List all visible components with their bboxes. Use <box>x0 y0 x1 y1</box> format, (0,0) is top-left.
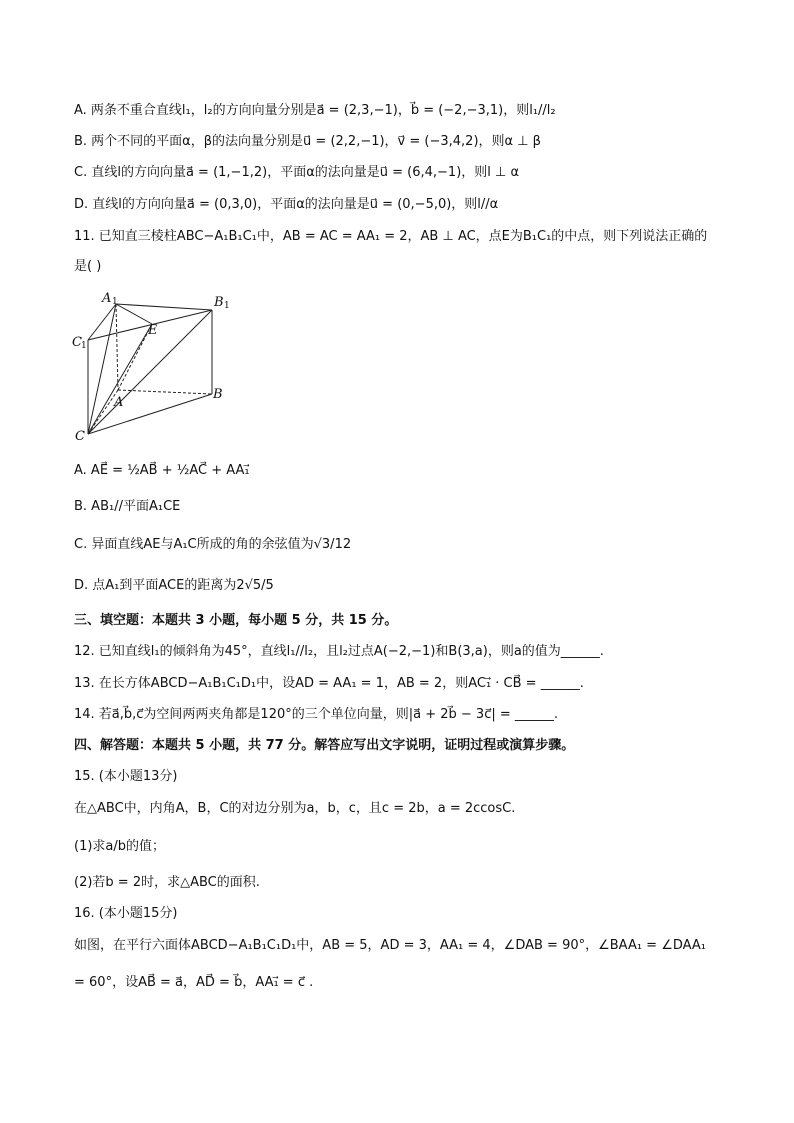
q10-option-b: B. 两个不同的平面α，β的法向量分别是u⃗ = (2,2,−1)，v⃗ = (−3,4,2)，则α ⊥ β <box>74 134 541 149</box>
prism-figure <box>70 288 240 443</box>
section4-heading: 四、解答题：本题共 5 小题，共 77 分。解答应写出文字说明，证明过程或演算步骤。 <box>74 738 575 753</box>
q14: 14. 若a⃗,b⃗,c⃗为空间两两夹角都是120°的三个单位向量，则|a⃗ + 2b⃗ − 3c⃗| = ______. <box>74 707 559 722</box>
q11-option-c: C. 异面直线AE与A₁C所成的角的余弦值为√3/12 <box>74 537 352 552</box>
q12: 12. 已知直线l₁的倾斜角为45°，直线l₁//l₂，且l₂过点A(−2,−1)和B(3,a)，则a的值为______. <box>74 644 604 659</box>
label-c1-sub: 1 <box>81 341 87 351</box>
q16-stem-line2: = 60°，设AB⃗ = a⃗，AD⃗ = b⃗，AA₁⃗ = c⃗ . <box>74 975 314 990</box>
q11-stem-line1: 11. 已知直三棱柱ABC−A₁B₁C₁中，AB = AC = AA₁ = 2，AB ⊥ AC，点E为B₁C₁的中点，则下列说法正确的 <box>74 229 708 244</box>
q15-title: 15. (本小题13分) <box>74 769 178 784</box>
q16-stem-line1: 如图，在平行六面体ABCD−A₁B₁C₁D₁中，AB = 5，AD = 3，AA₁ = 4，∠DAB = 90°，∠BAA₁ = ∠DAA₁ <box>74 938 706 953</box>
label-a: A <box>114 395 124 410</box>
label-a1-sub: 1 <box>112 297 118 307</box>
q11-option-d: D. 点A₁到平面ACE的距离为2√5/5 <box>74 578 274 593</box>
q15-part1: (1)求a/b的值； <box>74 839 166 854</box>
q15-stem: 在△ABC中，内角A，B，C的对边分别为a，b，c，且c = 2b，a = 2ccosC. <box>74 801 516 816</box>
label-b: B <box>213 387 223 402</box>
q13: 13. 在长方体ABCD−A₁B₁C₁D₁中，设AD = AA₁ = 1，AB = 2，则AC₁⃗ · CB⃗ = ______. <box>74 676 584 691</box>
label-b1: B <box>214 295 224 310</box>
label-c1: C <box>72 335 82 350</box>
q10-option-c: C. 直线l的方向向量a⃗ = (1,−1,2)，平面α的法向量是u⃗ = (6,4,−1)，则l ⊥ α <box>74 165 520 180</box>
q11-option-a: A. AE⃗ = ½AB⃗ + ½AC⃗ + AA₁⃗ <box>74 463 250 478</box>
q11-stem-line2: 是( ) <box>74 259 102 274</box>
label-c: C <box>75 429 85 443</box>
label-e: E <box>148 323 158 338</box>
label-a1: A <box>102 291 112 306</box>
q11-option-b: B. AB₁//平面A₁CE <box>74 499 181 514</box>
q10-option-a: A. 两条不重合直线l₁，l₂的方向向量分别是a⃗ = (2,3,−1)，b⃗ = (−2,−3,1)，则l₁//l₂ <box>74 103 556 118</box>
q15-part2: (2)若b = 2时，求△ABC的面积. <box>74 875 260 890</box>
label-b1-sub: 1 <box>224 301 230 311</box>
q16-title: 16. (本小题15分) <box>74 906 178 921</box>
section3-heading: 三、填空题：本题共 3 小题，每小题 5 分，共 15 分。 <box>74 613 398 628</box>
q10-option-d: D. 直线l的方向向量a⃗ = (0,3,0)，平面α的法向量是u⃗ = (0,−5,0)，则l//α <box>74 197 499 212</box>
